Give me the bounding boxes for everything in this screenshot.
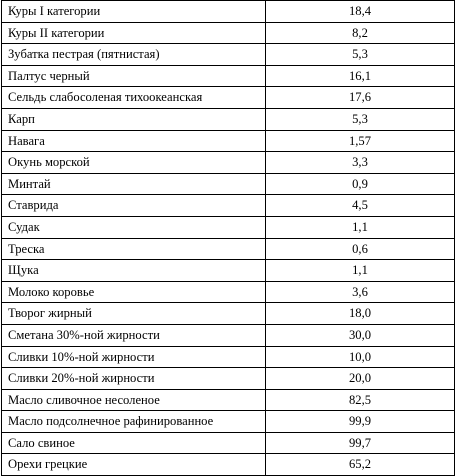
product-name-cell: Куры II категории xyxy=(2,22,266,44)
value-cell: 99,9 xyxy=(266,411,455,433)
value-cell: 18,0 xyxy=(266,303,455,325)
value-cell: 17,6 xyxy=(266,87,455,109)
product-name-cell: Масло сливочное несоленое xyxy=(2,389,266,411)
value-cell: 1,57 xyxy=(266,130,455,152)
product-name-cell: Масло подсолнечное рафинированное xyxy=(2,411,266,433)
value-cell: 1,1 xyxy=(266,216,455,238)
value-cell: 18,4 xyxy=(266,1,455,23)
product-name-cell: Треска xyxy=(2,238,266,260)
table-row xyxy=(2,87,455,109)
table-row xyxy=(2,130,455,152)
value-cell: 8,2 xyxy=(266,22,455,44)
product-name-cell: Судак xyxy=(2,216,266,238)
table-row xyxy=(2,324,455,346)
table-row xyxy=(2,216,455,238)
table-row xyxy=(2,432,455,454)
product-name-cell: Зубатка пестрая (пятнистая) xyxy=(2,44,266,66)
value-cell: 82,5 xyxy=(266,389,455,411)
table-row xyxy=(2,22,455,44)
table-row xyxy=(2,173,455,195)
product-name-cell: Навага xyxy=(2,130,266,152)
table-row xyxy=(2,411,455,433)
table-row xyxy=(2,346,455,368)
value-cell: 65,2 xyxy=(266,454,455,476)
product-name-cell: Сметана 30%-ной жирности xyxy=(2,324,266,346)
value-cell: 5,3 xyxy=(266,108,455,130)
table-row xyxy=(2,44,455,66)
table-row xyxy=(2,108,455,130)
value-cell: 20,0 xyxy=(266,368,455,390)
table-row xyxy=(2,389,455,411)
value-cell: 99,7 xyxy=(266,432,455,454)
value-cell: 16,1 xyxy=(266,65,455,87)
product-name-cell: Куры I категории xyxy=(2,1,266,23)
product-name-cell: Творог жирный xyxy=(2,303,266,325)
table-row xyxy=(2,281,455,303)
food-fat-table xyxy=(1,0,455,476)
product-name-cell: Минтай xyxy=(2,173,266,195)
table-row xyxy=(2,368,455,390)
product-name-cell: Сало свиное xyxy=(2,432,266,454)
table-row xyxy=(2,152,455,174)
table-row xyxy=(2,1,455,23)
value-cell: 5,3 xyxy=(266,44,455,66)
product-name-cell: Сельдь слабосоленая тихоокеанская xyxy=(2,87,266,109)
value-cell: 0,6 xyxy=(266,238,455,260)
product-name-cell: Карп xyxy=(2,108,266,130)
value-cell: 0,9 xyxy=(266,173,455,195)
value-cell: 1,1 xyxy=(266,260,455,282)
table-row xyxy=(2,195,455,217)
value-cell: 10,0 xyxy=(266,346,455,368)
table-row xyxy=(2,238,455,260)
table-row xyxy=(2,65,455,87)
table-row xyxy=(2,303,455,325)
table-body xyxy=(2,1,455,476)
product-name-cell: Молоко коровье xyxy=(2,281,266,303)
value-cell: 4,5 xyxy=(266,195,455,217)
product-name-cell: Щука xyxy=(2,260,266,282)
value-cell: 3,6 xyxy=(266,281,455,303)
table-row xyxy=(2,260,455,282)
product-name-cell: Сливки 10%-ной жирности xyxy=(2,346,266,368)
product-name-cell: Орехи грецкие xyxy=(2,454,266,476)
product-name-cell: Окунь морской xyxy=(2,152,266,174)
value-cell: 30,0 xyxy=(266,324,455,346)
product-name-cell: Палтус черный xyxy=(2,65,266,87)
product-name-cell: Ставрида xyxy=(2,195,266,217)
table-row xyxy=(2,454,455,476)
value-cell: 3,3 xyxy=(266,152,455,174)
product-name-cell: Сливки 20%-ной жирности xyxy=(2,368,266,390)
